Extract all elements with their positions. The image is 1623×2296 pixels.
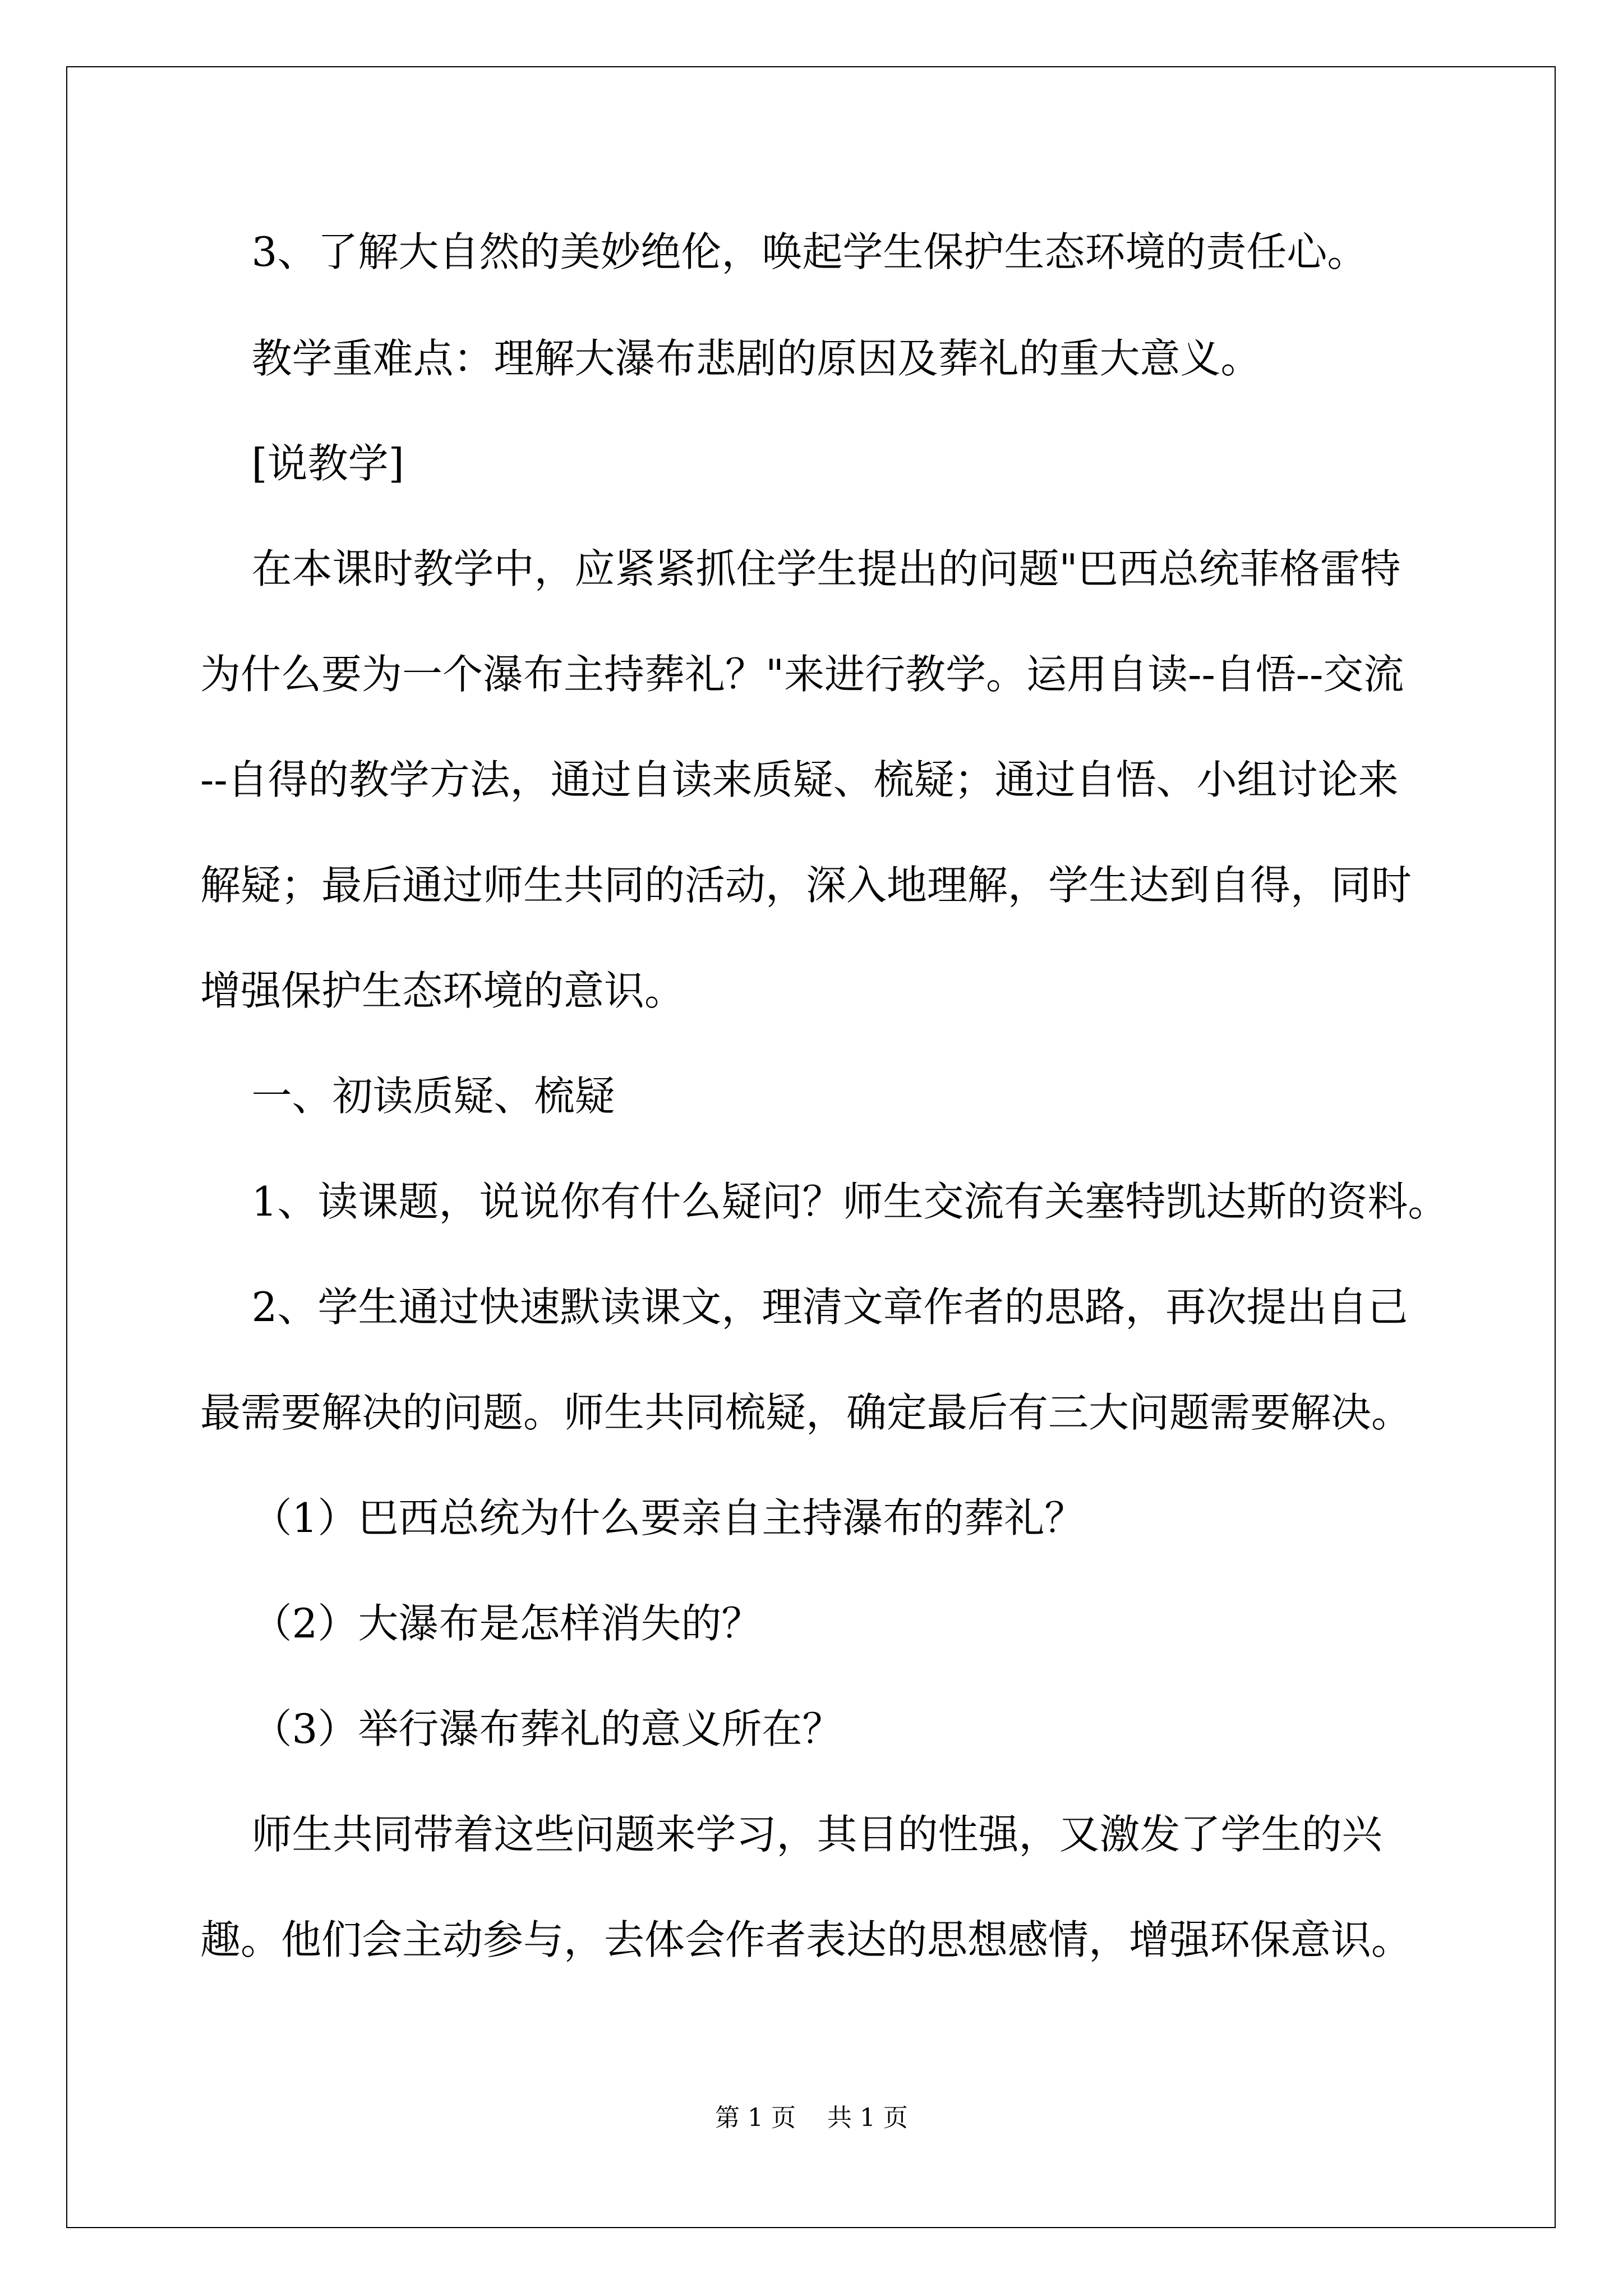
- paragraph-section-one-heading: 一、初读质疑、梳疑: [200, 1073, 615, 1120]
- paragraph-question-2: （2）大瀑布是怎样消失的？: [200, 1600, 762, 1647]
- paragraph-question-1: （1）巴西总统为什么要亲自主持瀑布的葬礼？: [200, 1494, 1085, 1542]
- paragraph-question-3: （3）举行瀑布葬礼的意义所在？: [200, 1705, 843, 1752]
- page-footer: 第 1 页 共 1 页: [715, 2104, 908, 2132]
- paragraph-objective-3: 3、了解大自然的美妙绝伦，唤起学生保护生态环境的责任心。: [200, 228, 1368, 275]
- paragraph-teaching-method: 在本课时教学中，应紧紧抓住学生提出的问题"巴西总统菲格雷特 为什么要为一个瀑布主持葬礼？"来进行教学。运用自读--自悟--交流 --自得的教学方法，通过自读来质疑、梳疑；通过自悟、小组讨论来 解疑；最后通过师生共同的活动，深入地理解，学生达到自得，同时 增强保护生态环境的意识。: [200, 545, 1412, 1014]
- paragraph-step-1: 1、读课题，说说你有什么疑问？师生交流有关塞特凯达斯的资料。: [200, 1178, 1449, 1225]
- paragraph-summary: 师生共同带着这些问题来学习，其目的性强，又激发了学生的兴 趣。他们会主动参与，去体会作者表达的思想感情，增强环保意识。: [200, 1811, 1412, 1963]
- paragraph-key-difficulty: 教学重难点：理解大瀑布悲剧的原因及葬礼的重大意义。: [200, 335, 1261, 382]
- paragraph-step-2: 2、学生通过快速默读课文，理清文章作者的思路，再次提出自己 最需要解决的问题。师生共同梳疑，确定最后有三大问题需要解决。: [200, 1283, 1412, 1436]
- paragraph-section-heading-teaching: [说教学]: [200, 440, 404, 487]
